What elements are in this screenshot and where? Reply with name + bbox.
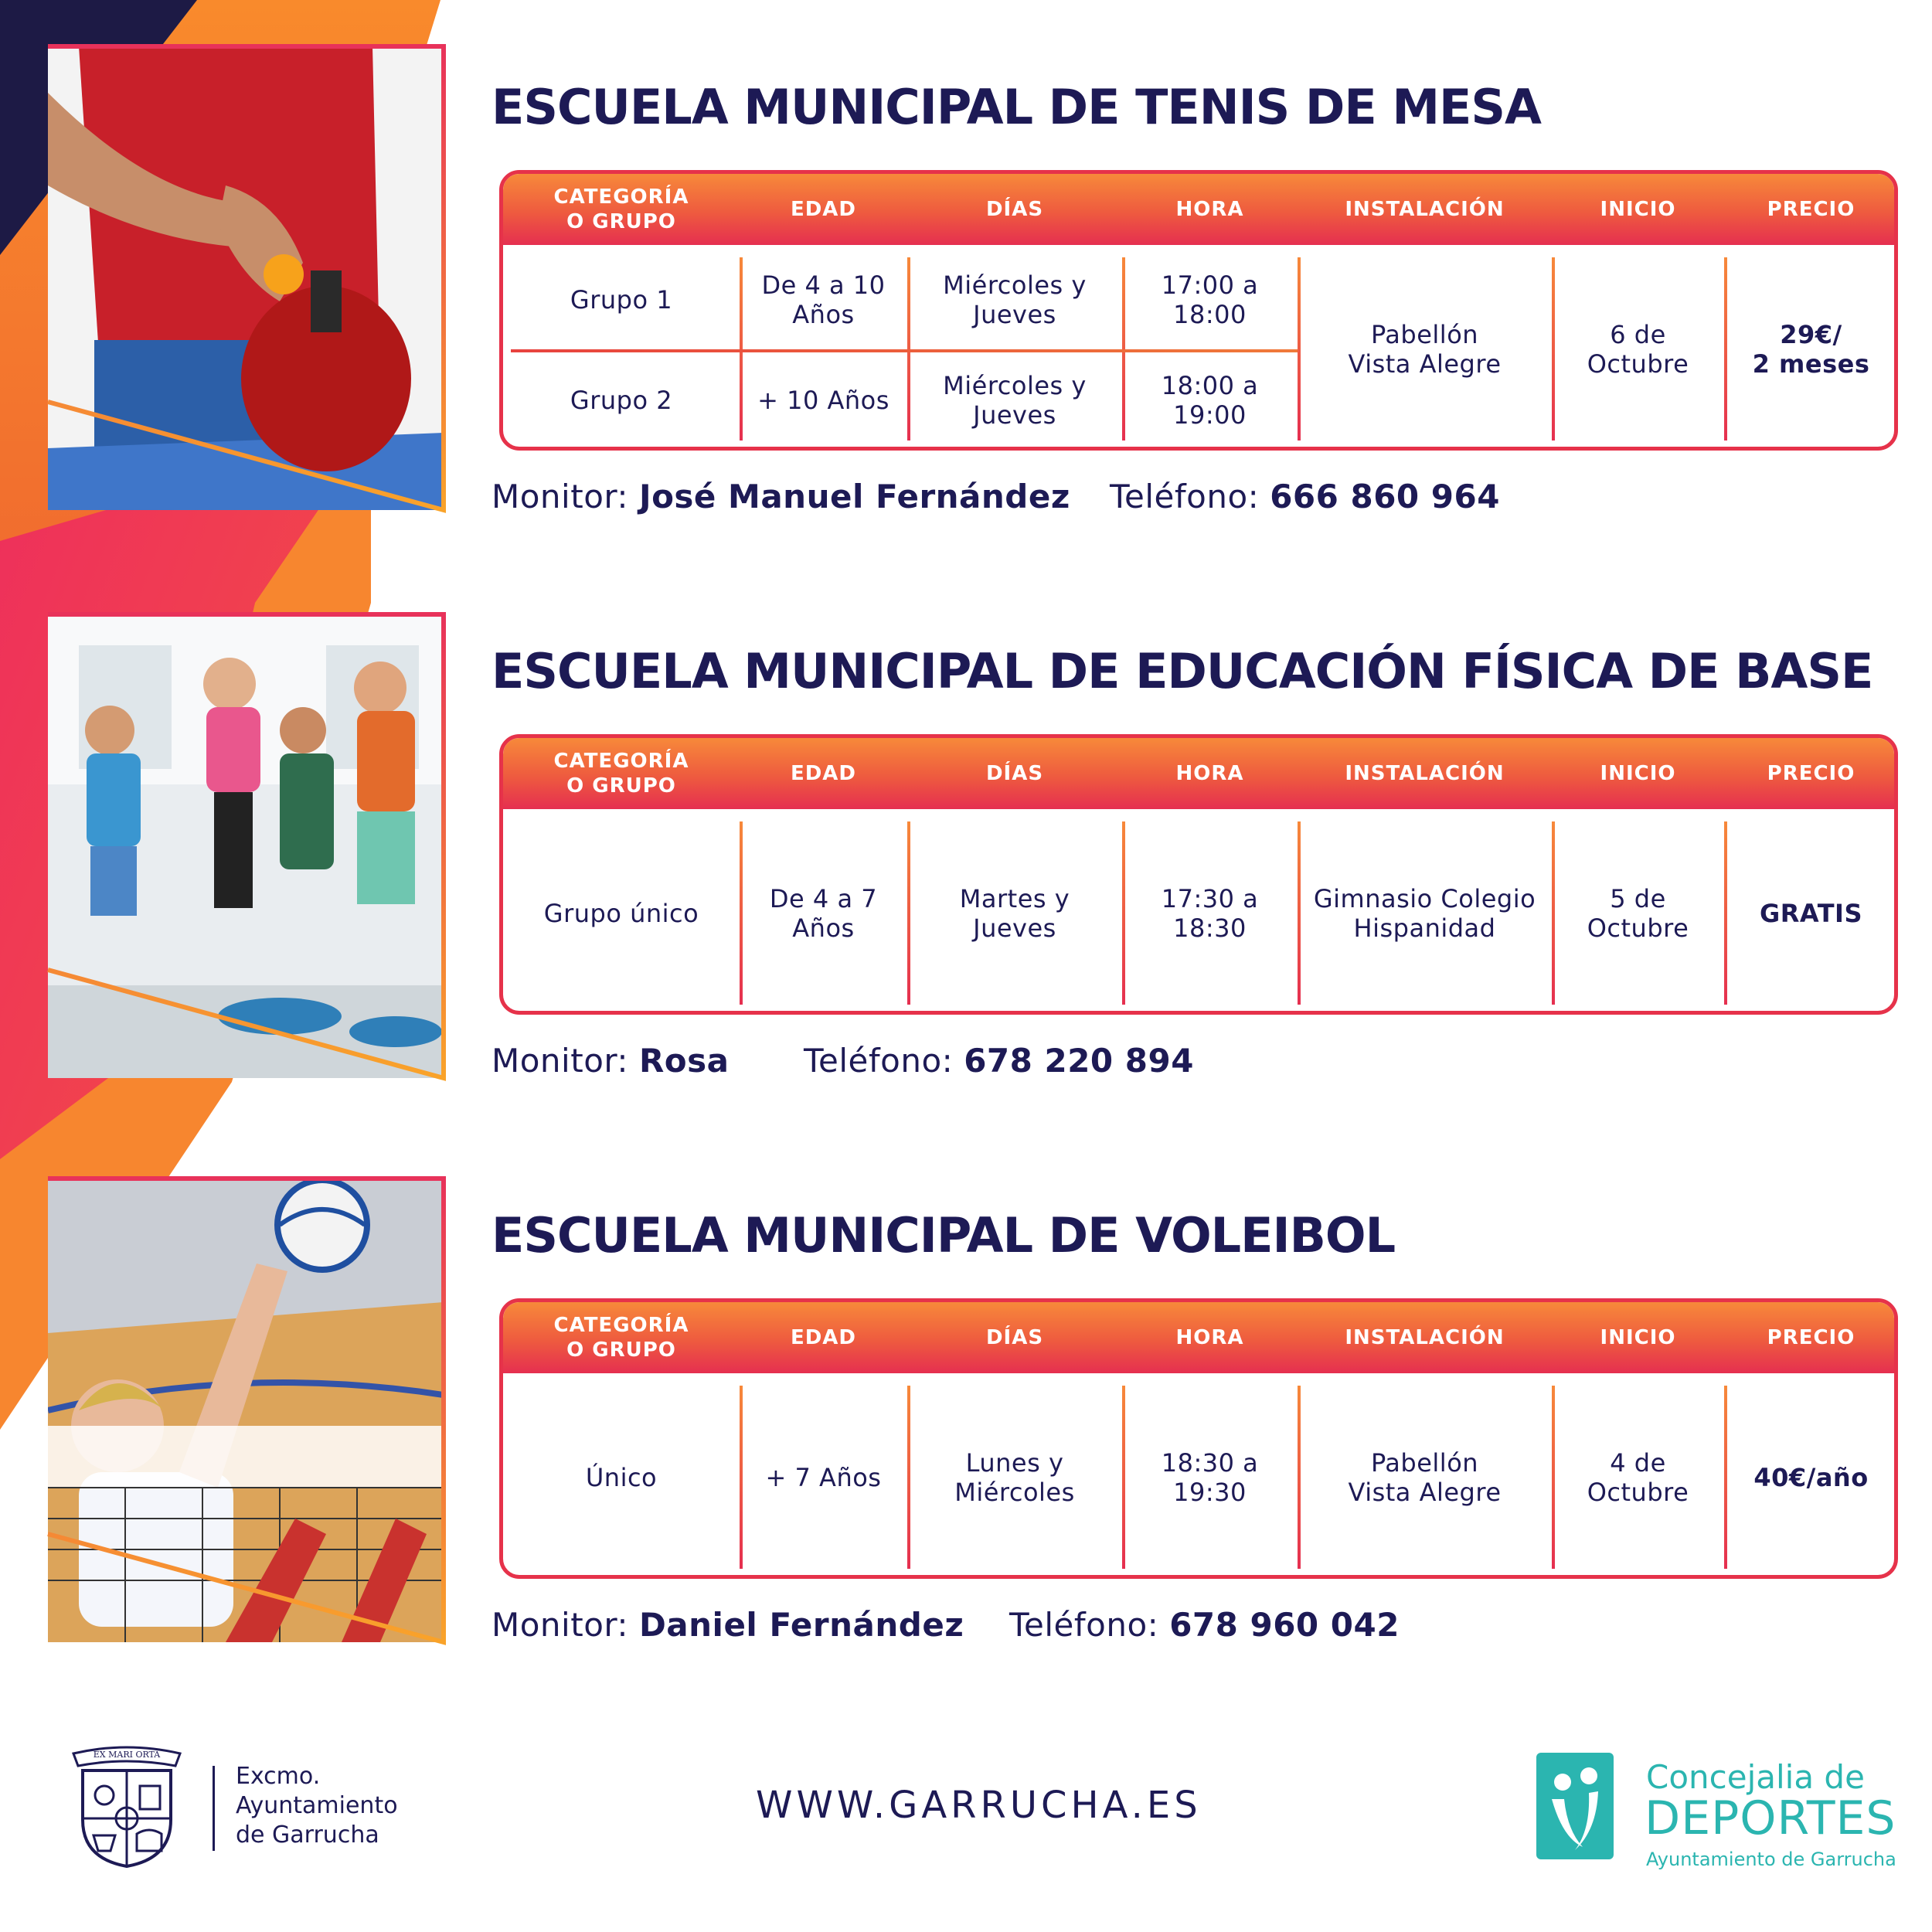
header-start: INICIO <box>1600 1326 1676 1349</box>
section-title: ESCUELA MUNICIPAL DE TENIS DE MESA <box>492 79 1542 135</box>
deportes-logo-icon <box>1536 1753 1614 1859</box>
phone-number: 666 860 964 <box>1270 478 1500 515</box>
header-price: PRECIO <box>1767 198 1855 221</box>
phone-number: 678 220 894 <box>964 1042 1194 1080</box>
table-header <box>503 738 1894 809</box>
header-days: DÍAS <box>985 1326 1044 1349</box>
cell-age: De 4 a 10 Años <box>761 270 886 329</box>
schedule-table <box>499 170 1898 451</box>
header-age: EDAD <box>790 1326 857 1349</box>
cell-price: 29€/ 2 meses <box>1752 319 1870 379</box>
header-category: CATEGORÍA O GRUPO <box>553 1314 689 1362</box>
phone-label: Teléfono: <box>1110 478 1260 515</box>
cell-time: 17:30 a 18:30 <box>1161 883 1259 943</box>
phone-info <box>1110 478 1500 515</box>
header-category: CATEGORÍA O GRUPO <box>553 750 689 798</box>
council-name <box>236 1762 398 1850</box>
phone-label: Teléfono: <box>1009 1606 1159 1644</box>
header-venue: INSTALACIÓN <box>1345 198 1505 221</box>
header-price: PRECIO <box>1767 762 1855 785</box>
website-link[interactable]: WWW.GARRUCHA.ES <box>756 1784 1202 1827</box>
cell-time: 18:30 a 19:30 <box>1161 1447 1259 1507</box>
monitor-info <box>492 1606 964 1644</box>
cell-price: 40€/año <box>1753 1462 1869 1492</box>
cell-time: 17:00 a 18:00 <box>1161 270 1259 329</box>
monitor-label: Monitor: <box>492 1606 629 1644</box>
dept-subtitle: Ayuntamiento de Garrucha <box>1646 1849 1896 1870</box>
header-venue: INSTALACIÓN <box>1345 1326 1505 1349</box>
cell-venue: Pabellón Vista Alegre <box>1348 1447 1502 1507</box>
header-venue: INSTALACIÓN <box>1345 762 1505 785</box>
schedule-table <box>499 1298 1898 1579</box>
cell-start: 4 de Octubre <box>1587 1447 1689 1507</box>
cell-start: 5 de Octubre <box>1587 883 1689 943</box>
header-age: EDAD <box>790 762 857 785</box>
cell-group: Grupo único <box>543 898 699 928</box>
cell-time: 18:00 a 19:00 <box>1161 371 1259 430</box>
council-line: de Garrucha <box>236 1821 379 1849</box>
monitor-name: José Manuel Fernández <box>638 478 1070 515</box>
monitor-info <box>492 478 1070 515</box>
schedule-table <box>499 734 1898 1015</box>
header-time: HORA <box>1175 198 1244 221</box>
council-line: Excmo. <box>236 1763 321 1790</box>
council-line: Ayuntamiento <box>236 1792 398 1819</box>
phone-number: 678 960 042 <box>1169 1606 1400 1644</box>
header-age: EDAD <box>790 198 857 221</box>
cell-days: Miércoles y Jueves <box>943 270 1087 329</box>
cell-group: Grupo 2 <box>570 386 673 415</box>
header-category: CATEGORÍA O GRUPO <box>553 185 689 233</box>
header-start: INICIO <box>1600 762 1676 785</box>
monitor-name: Rosa <box>638 1042 730 1080</box>
cell-days: Miércoles y Jueves <box>943 371 1087 430</box>
header-time: HORA <box>1175 762 1244 785</box>
table-header <box>503 174 1894 245</box>
cell-start: 6 de Octubre <box>1587 319 1689 379</box>
cell-group: Grupo 1 <box>570 284 673 315</box>
cell-group: Único <box>585 1462 658 1492</box>
municipal-crest-icon <box>66 1743 188 1870</box>
monitor-name: Daniel Fernández <box>638 1606 964 1644</box>
crest-motto: EX MARI ORTA <box>93 1750 161 1760</box>
cell-age: De 4 a 7 Años <box>769 883 878 943</box>
phone-label: Teléfono: <box>804 1042 954 1080</box>
monitor-label: Monitor: <box>492 1042 629 1080</box>
phone-info <box>804 1042 1194 1080</box>
cell-days: Martes y Jueves <box>959 883 1070 943</box>
cell-age: + 10 Años <box>757 386 889 415</box>
header-start: INICIO <box>1600 198 1676 221</box>
phone-info <box>1009 1606 1400 1644</box>
monitor-label: Monitor: <box>492 478 629 515</box>
footer-divider <box>213 1766 215 1851</box>
dept-title: DEPORTES <box>1645 1791 1896 1845</box>
header-days: DÍAS <box>985 198 1044 221</box>
section-title: ESCUELA MUNICIPAL DE VOLEIBOL <box>492 1207 1396 1264</box>
cell-price: GRATIS <box>1760 898 1862 928</box>
cell-age: + 7 Años <box>765 1462 882 1492</box>
header-time: HORA <box>1175 1326 1244 1349</box>
table-header <box>503 1302 1894 1373</box>
header-price: PRECIO <box>1767 1326 1855 1349</box>
cell-venue: Pabellón Vista Alegre <box>1348 319 1502 379</box>
dept-line: Concejalia de <box>1646 1758 1865 1796</box>
cell-days: Lunes y Miércoles <box>954 1447 1075 1507</box>
monitor-info <box>492 1042 729 1080</box>
section-title: ESCUELA MUNICIPAL DE EDUCACIÓN FÍSICA DE BASE <box>492 643 1873 699</box>
header-days: DÍAS <box>985 762 1044 785</box>
cell-venue: Gimnasio Colegio Hispanidad <box>1313 883 1536 943</box>
